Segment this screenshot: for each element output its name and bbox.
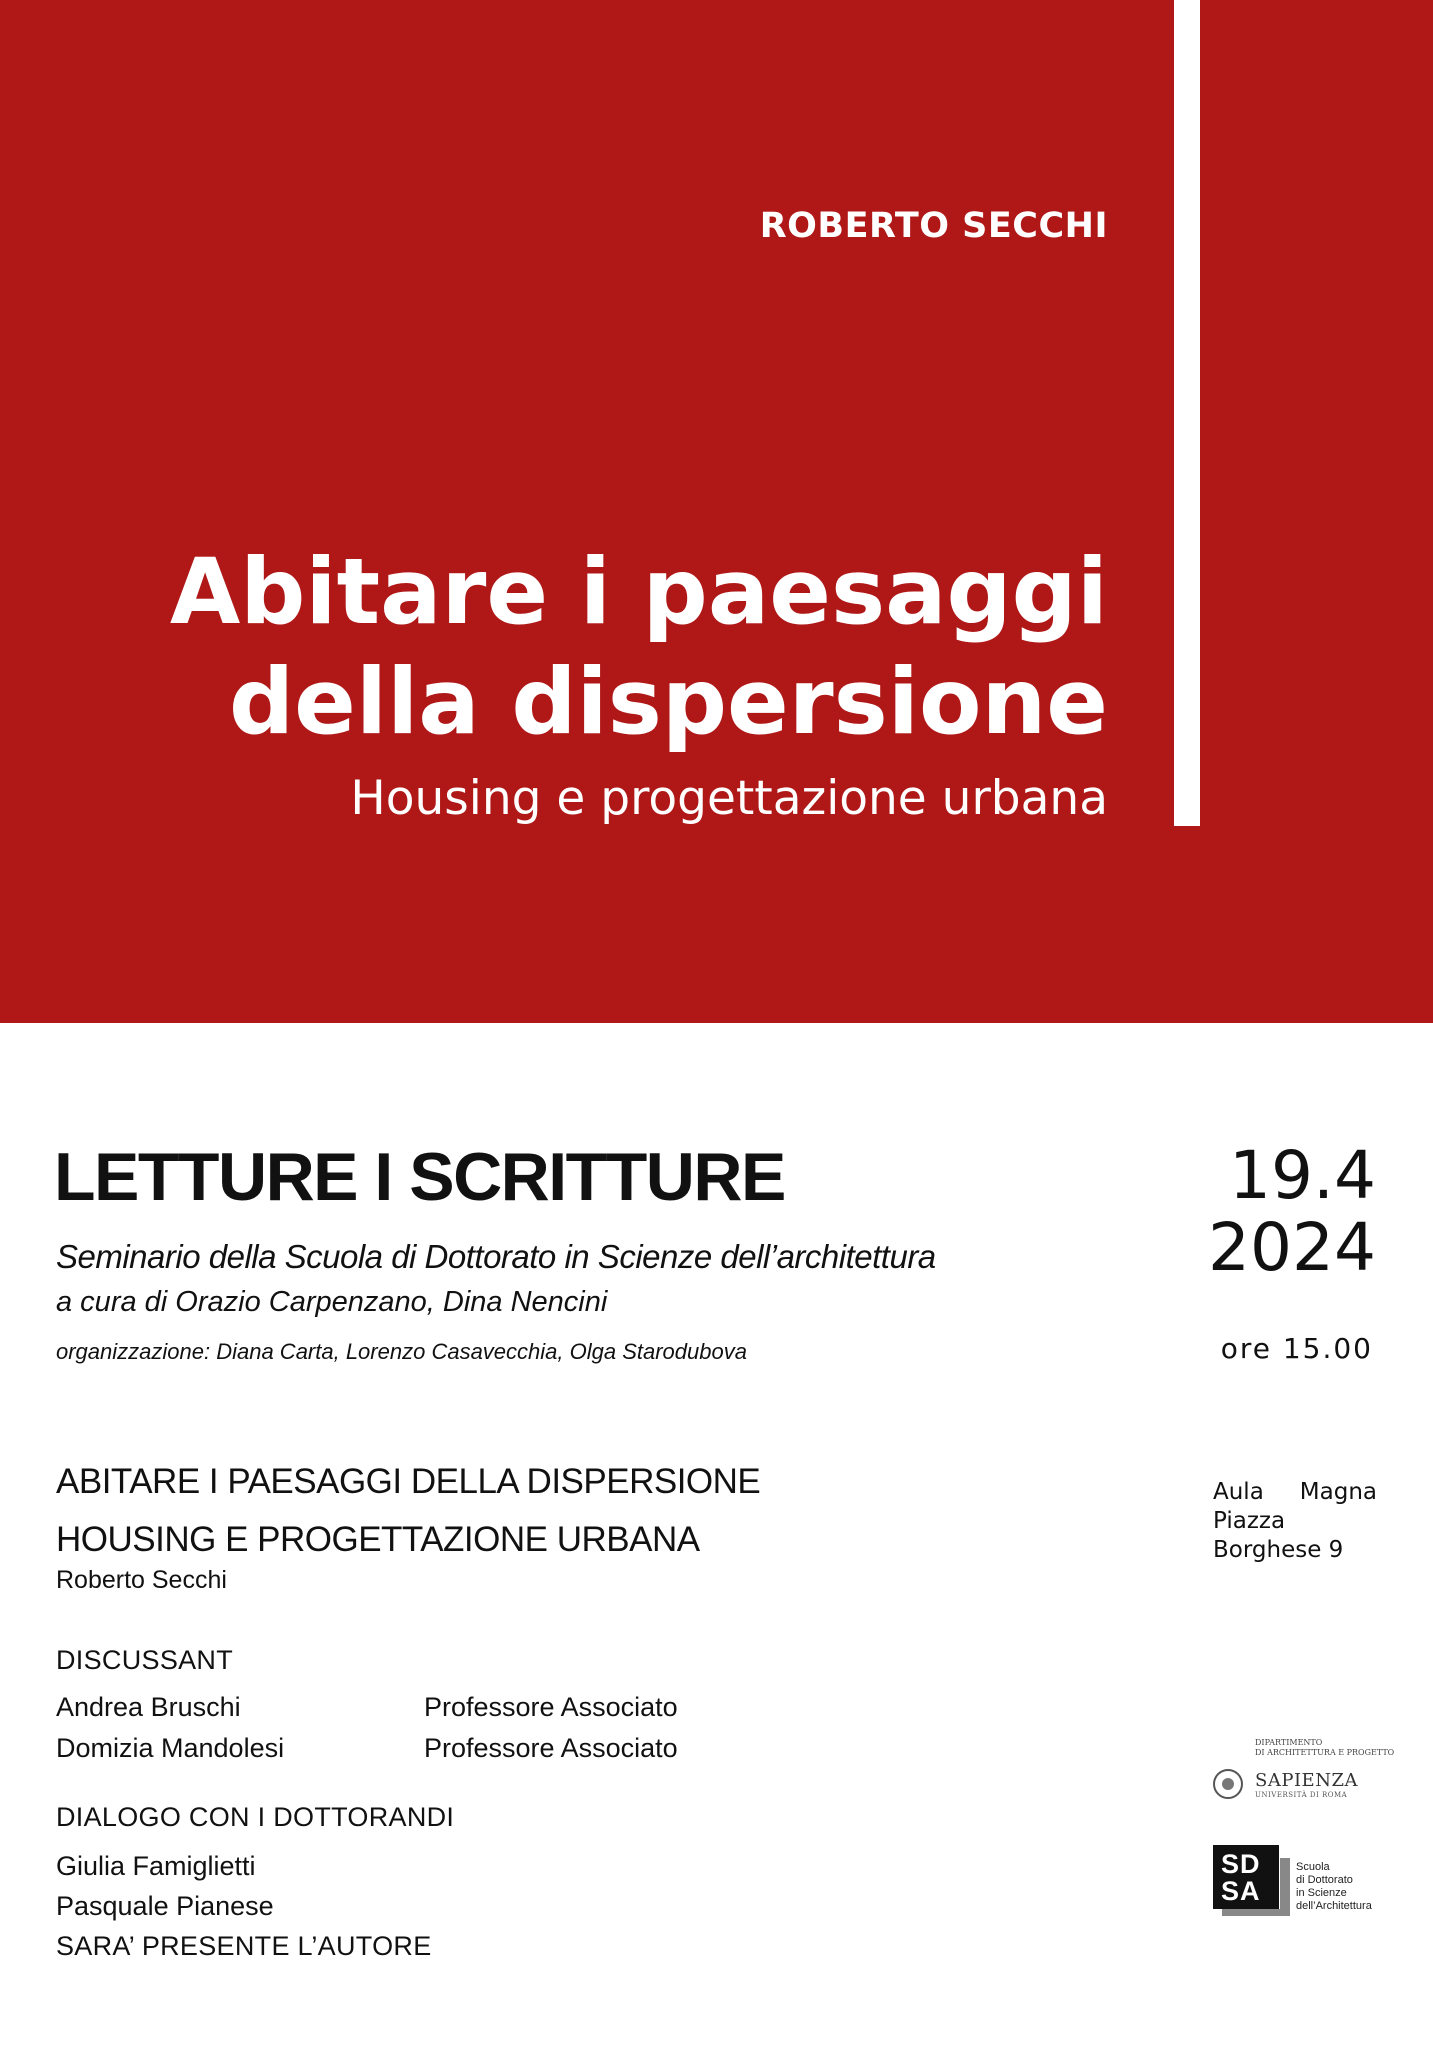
event-time: ore 15.00	[1220, 1332, 1373, 1365]
discussant-label: DISCUSSANT	[56, 1645, 234, 1675]
event-venue	[1213, 1478, 1377, 1565]
sdsa-logo-line: SD	[1221, 1849, 1261, 1879]
sdsa-logo-line: SA	[1221, 1876, 1261, 1906]
author-present-note: SARA’ PRESENTE L’AUTORE	[56, 1931, 432, 1961]
book-cover	[0, 0, 1433, 1023]
cover-title	[170, 538, 1108, 758]
book-title	[56, 1453, 760, 1569]
dept-line: DIPARTIMENTO	[1255, 1738, 1323, 1747]
sapienza-logo-text: SAPIENZA	[1255, 1770, 1358, 1791]
cover-author: ROBERTO SECCHI	[759, 206, 1108, 246]
discussant-role: Professore Associato	[424, 1733, 678, 1763]
dept-line: DI ARCHITETTURA E PROGETTO	[1255, 1748, 1395, 1757]
venue-line: Piazza	[1213, 1508, 1286, 1534]
venue-word: Magna	[1299, 1479, 1377, 1505]
discussant-role: Professore Associato	[424, 1692, 678, 1722]
department-logo-text	[1255, 1738, 1394, 1758]
book-title-line2: HOUSING E PROGETTAZIONE URBANA	[56, 1520, 700, 1559]
book-author: Roberto Secchi	[56, 1566, 227, 1594]
cover-title-line1: Abitare i paesaggi	[169, 540, 1108, 645]
sdsa-text-line: Scuola	[1296, 1861, 1330, 1873]
sdsa-logo-shadow	[1280, 1858, 1290, 1916]
seminar-description: Seminario della Scuola di Dottorato in Scienze dell’architettura	[56, 1238, 936, 1275]
sdsa-text-line: di Dottorato	[1296, 1874, 1353, 1886]
sdsa-logo-text	[1296, 1861, 1372, 1913]
phd-student-name: Giulia Famiglietti	[56, 1851, 256, 1881]
sdsa-text-line: in Scienze	[1296, 1887, 1347, 1899]
cover-subtitle: Housing e progettazione urbana	[350, 771, 1108, 826]
sdsa-logo-shadow	[1222, 1909, 1290, 1916]
sapienza-seal-icon	[1213, 1769, 1243, 1799]
event-date-day: 19.4	[1229, 1137, 1376, 1214]
dialogue-label: DIALOGO CON I DOTTORANDI	[56, 1802, 455, 1832]
cover-vertical-bar	[1174, 0, 1200, 826]
series-title: LETTURE I SCRITTURE	[54, 1139, 785, 1215]
sdsa-text-line: dell’Architettura	[1296, 1900, 1372, 1912]
event-date-year: 2024	[1208, 1209, 1376, 1286]
discussant-name: Domizia Mandolesi	[56, 1733, 285, 1763]
phd-student-name: Pasquale Pianese	[56, 1891, 274, 1921]
event-date	[1208, 1137, 1376, 1286]
sapienza-subtitle: UNIVERSITÀ DI ROMA	[1255, 1791, 1348, 1799]
book-title-line1: ABITARE I PAESAGGI DELLA DISPERSIONE	[56, 1462, 761, 1501]
curators: a cura di Orazio Carpenzano, Dina Nencini	[56, 1286, 608, 1318]
cover-title-line2: della dispersione	[229, 650, 1108, 755]
venue-line: Borghese 9	[1213, 1537, 1344, 1563]
organizers: organizzazione: Diana Carta, Lorenzo Casavecchia, Olga Starodubova	[56, 1339, 747, 1364]
sdsa-logo	[1213, 1845, 1279, 1909]
venue-word: Aula	[1213, 1479, 1264, 1505]
discussant-name: Andrea Bruschi	[56, 1692, 241, 1722]
